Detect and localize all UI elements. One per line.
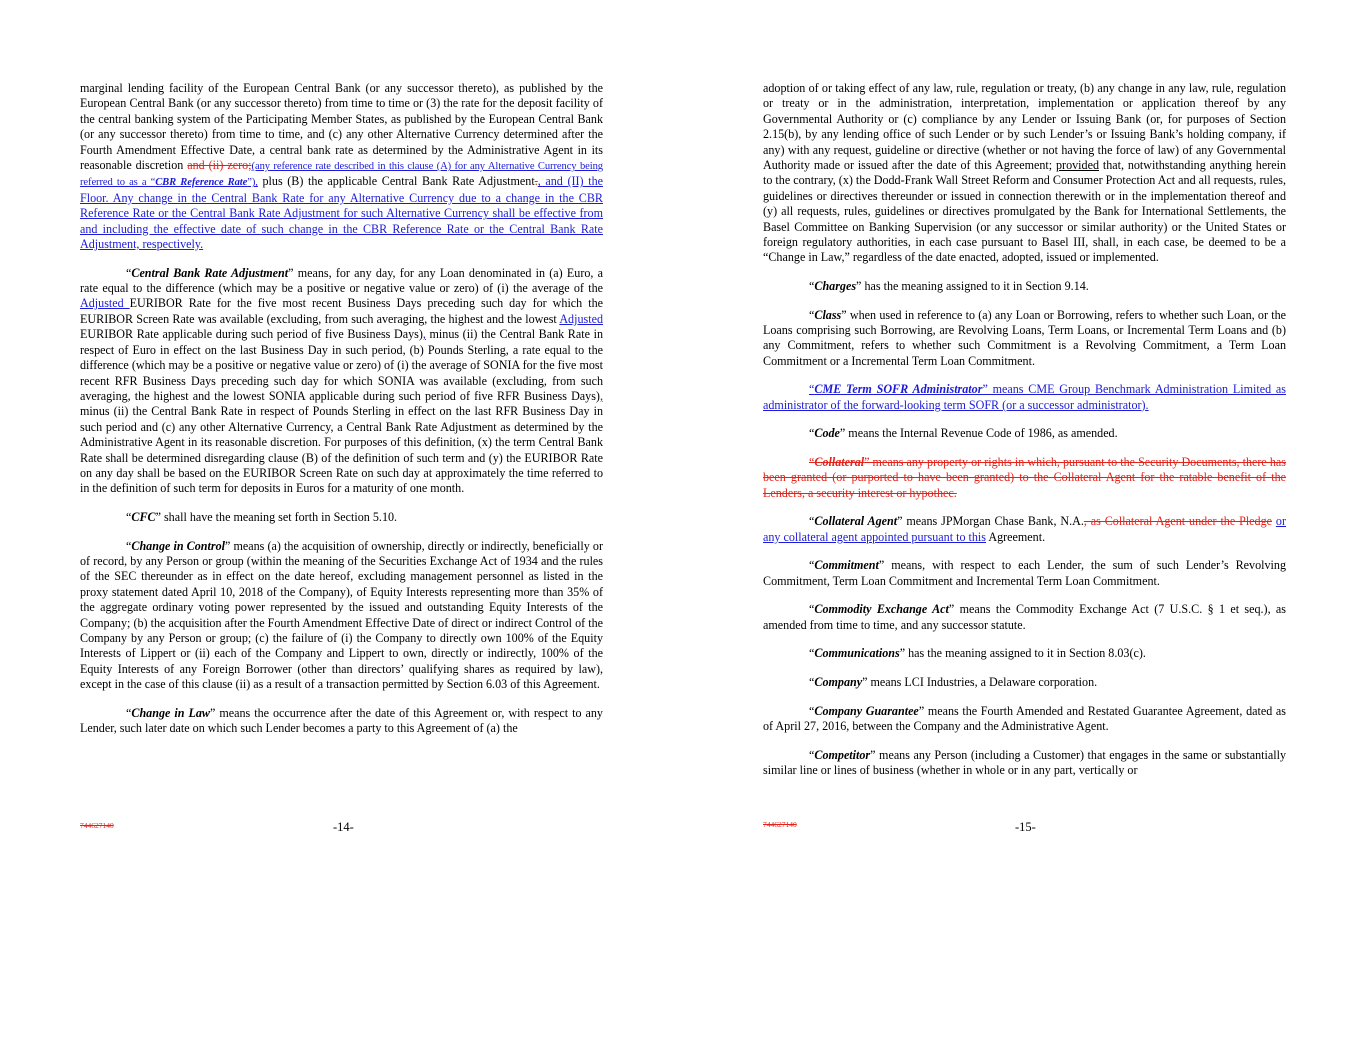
text: ” when used in reference to (a) any Loan or Borrowing, refers to whether such Loan, or the Loans comprising such Borrowing, are Revolving Loans, Term Loans, or Incremental Term Loans and (b) any Commitment, refers to whether such Commitment is a Revolving Commitment, a Term Loan Commitment or a Incremental Term Loan Commitment. [763, 307, 1286, 368]
document-id: 744627140 [80, 821, 114, 830]
quote: “ [809, 558, 815, 573]
inserted-text: , [599, 388, 603, 403]
definition-code [763, 426, 1286, 441]
text: minus (ii) the Central Bank Rate in respect of Euro in effect on the last Business Day in such period, (b) Pounds Sterling, a rate equal to the difference (which may be a positive or negative value or zero) of (i) the average of SONIA for the five most recent RFR Business Days preceding such day for which SONIA was available (excluding, from such averaging, the highest and the lowest SONIA applicable during such period of five RFR Business Days) [80, 327, 603, 403]
definition-competitor [763, 748, 1286, 779]
text: ” means the Commodity Exchange Act (7 U.S.C. § 1 et seq.), as amended from time to time, and any successor statute. [763, 602, 1286, 632]
definition-communications [763, 646, 1286, 661]
quote: “ [809, 747, 815, 762]
text: ” means, with respect to each Lender, the sum of such Lender’s Revolving Commitment, Term Loan Commitment and Incremental Term Loan Commitment. [763, 558, 1286, 588]
quote: “ [809, 279, 815, 294]
page-number: -15- [1015, 820, 1036, 834]
quote: “ [809, 426, 815, 441]
definition-company-guarantee [763, 704, 1286, 735]
text: marginal lending facility of the European Central Bank (or any successor thereto), as published by the European Central Bank (or any successor thereto) from time to time or (3) the rate for the deposit facility of the central banking system of the Participating Member States, as published by the European Central Bank (or any successor thereto) from time to time, and (c) any other Alternative Currency determined after the Fourth Amendment Effective Date, a central bank rate as determined by the Administrative Agent in its reasonable discretion [80, 81, 603, 173]
text: (any reference rate described in this clause (A) for any Alternative Currency being referred to as a “ [80, 161, 603, 189]
definition-change-in-control [80, 539, 603, 693]
text: plus (B) the applicable Central Bank Rate Adjustment [257, 174, 535, 189]
page-15 [763, 81, 1286, 841]
page-14 [80, 81, 603, 841]
quote: “ [809, 307, 815, 322]
text: ” has the meaning assigned to it in Section 9.14. [856, 279, 1089, 294]
inserted-text: , [422, 327, 426, 342]
defined-term: Change in Law [131, 705, 210, 720]
defined-term: Collateral Agent [814, 514, 898, 529]
defined-term: Commitment [814, 558, 879, 573]
deleted-text: and (ii) zero; [187, 158, 252, 173]
text: adoption of or taking effect of any law, rule, regulation or treaty, (b) any change in any law, rule, regulation or treaty or in the administration, interpretation, implementation or application thereof by any Governmental Authority or (c) compliance by any Lender or Issuing Bank (or, for purposes of Section 2.15(b), by any lending office of such Lender or by such Lender’s or Issuing Bank’s holding company, if any) with any request, guideline or directive (whether or not having the force of law) of any Governmental Authority made or issued after the date of this Agreement; [763, 81, 1286, 173]
quote: “ [126, 705, 132, 720]
definition-collateral-deleted [763, 455, 1286, 501]
defined-term: Company [814, 675, 863, 690]
definition-company [763, 675, 1286, 690]
defined-term: Commodity Exchange Act [814, 602, 949, 617]
quote: “ [809, 675, 815, 690]
defined-term: CME Term SOFR Administrator [814, 382, 983, 397]
text: ” has the meaning assigned to it in Section 8.03(c). [899, 646, 1146, 661]
text: EURIBOR Rate for the five most recent Business Days preceding such day for which the EURIBOR Screen Rate was available (excluding, from such averaging, the highest and the lowest [80, 296, 603, 326]
deleted-text: . [534, 174, 538, 189]
text: ” means LCI Industries, a Delaware corporation. [862, 675, 1098, 690]
defined-term: CFC [131, 509, 156, 524]
defined-term: Competitor [814, 747, 871, 762]
definition-cfc [80, 510, 603, 525]
paragraph-change-in-law-continued [763, 81, 1286, 266]
quote: “ [126, 538, 132, 553]
definition-change-in-law [80, 706, 603, 737]
quote: “ [809, 514, 815, 529]
text: ” means any Person (including a Customer) that engages in the same or substantially similar line or lines of business (whether in whole or in any part, vertically or [763, 747, 1286, 778]
emphasis-provided: provided [1056, 158, 1099, 173]
definition-collateral-agent [763, 514, 1286, 545]
paragraph-central-bank-rate-continued [80, 81, 603, 252]
quote: “ [809, 382, 815, 397]
definition-class [763, 308, 1286, 370]
defined-term: Central Bank Rate Adjustment [131, 265, 289, 280]
defined-term: Code [814, 426, 840, 441]
text: ”), [247, 177, 258, 189]
text: Agreement. [986, 529, 1046, 544]
text: ” means, for any day, for any Loan denominated in (a) Euro, a rate equal to the difference (which may be a positive or negative value or zero) of (i) the average of the [80, 265, 604, 296]
definition-commitment [763, 558, 1286, 589]
defined-term: Change in Control [131, 538, 225, 553]
quote: “ [809, 703, 815, 718]
defined-term: Communications [814, 646, 900, 661]
document-id: 744627140 [763, 820, 797, 829]
definition-charges [763, 279, 1286, 294]
quote: “ [809, 646, 815, 661]
deleted-text: , as Collateral Agent under the Pledge [1083, 514, 1273, 529]
defined-term: Collateral [814, 455, 865, 470]
text: ” means the occurrence after the date of this Agreement or, with respect to any Lender, such later date on which such Lender becomes a party to this Agreement of (a) the [80, 705, 603, 736]
defined-term: Class [814, 307, 842, 322]
inserted-text: Adjusted [80, 296, 130, 311]
definition-cme-term-sofr-administrator [763, 382, 1286, 413]
defined-term: Company Guarantee [814, 703, 919, 718]
inserted-text: or any collateral agent appointed pursuant to this [763, 514, 1286, 544]
text: that, notwithstanding anything herein to the contrary, (x) the Dodd-Frank Wall Street Reform and Consumer Protection Act and all requests, rules, guidelines or directives thereunder or issued in connection therewith or in the implementation thereof and (y) all requests, rules, guidelines or directives promulgated by the Bank for International Settlements, the Basel Committee on Banking Supervision (or any successor or similar authority) or the United States or foreign regulatory authorities, in each case pursuant to Basel III, shall, in each case, be deemed to be a “Change in Law,” regardless of the date enacted, adopted, issued or implemented. [763, 158, 1287, 265]
quote: “ [126, 509, 132, 524]
inserted-text: , and (II) the Floor. Any change in the Central Bank Rate for any Alternative Currency due to a change in the CBR Reference Rate or the Central Bank Rate Adjustment for such Alternative Currency shall be effective from and including the effective date of such change in the CBR Reference Rate or the Central Bank Rate Adjustment, respectively. [80, 174, 603, 252]
text: ” means any property or rights in which, pursuant to the Security Documents, there has been granted (or purported to have been granted) to the Collateral Agent for the ratable benefit of the Lenders, a security interest or hypothec. [763, 455, 1286, 500]
defined-term: CBR Reference Rate [155, 177, 248, 189]
quote: “ [809, 602, 815, 617]
page-number: -14- [333, 820, 354, 834]
text: ” means the Fourth Amended and Restated Guarantee Agreement, dated as of April 27, 2016, between the Company and the Administrative Agent. [763, 703, 1286, 734]
inserted-text: Adjusted [559, 311, 603, 326]
text: ” means the Internal Revenue Code of 1986, as amended. [839, 426, 1118, 441]
quote: “ [126, 265, 132, 280]
text: minus (ii) the Central Bank Rate in respect of Pounds Sterling in effect on the last RFR Business Day in such period and (c) any other Alternative Currency, a Central Bank Rate Adjustment as determined by the Administrative Agent in its reasonable discretion. For purposes of this definition, (x) the term Central Bank Rate shall be determined disregarding clause (B) of the definition of such term and (y) the EURIBOR Rate on any day shall be based on the EURIBOR Screen Rate on such day at approximately the time referred to in the definition of such term for deposits in Euros for a maturity of one month. [80, 404, 603, 496]
definition-commodity-exchange-act [763, 602, 1286, 633]
text: ” means JPMorgan Chase Bank, N.A. [897, 514, 1084, 529]
text: ” shall have the meaning set forth in Section 5.10. [155, 509, 398, 524]
text: ” means (a) the acquisition of ownership, directly or indirectly, beneficially or of record, by any Person or group (within the meaning of the Securities Exchange Act of 1934 and the rules of the SEC thereunder as in effect on the date hereof, excluding management personnel as listed in the proxy statement dated April 10, 2018 of the Company), of Equity Interests representing more than 35% of the aggregate ordinary voting power represented by the issued and outstanding Equity Interests of the Company; (b) the acquisition after the Fourth Amendment Effective Date of direct or indirect Control of the Company by any Person or group; (c) the failure of (i) the Company to directly own 100% of the Equity Interests of Lippert or (ii) each of the Company and Lippert to own, directly or indirectly, 100% of the Equity Interests of any Foreign Borrower (other than directors’ qualifying shares as required by law), except in the case of this clause (ii) as a result of a transaction permitted by Section 6.03 of this Agreement. [80, 538, 603, 692]
text: EURIBOR Rate applicable during such period of five Business Days) [80, 327, 423, 342]
definition-central-bank-rate-adjustment [80, 266, 603, 497]
defined-term: Charges [814, 279, 857, 294]
text: ” means CME Group Benchmark Administration Limited as administrator of the forward-looking term SOFR (or a successor administrator). [763, 382, 1286, 412]
quote: “ [809, 455, 815, 470]
